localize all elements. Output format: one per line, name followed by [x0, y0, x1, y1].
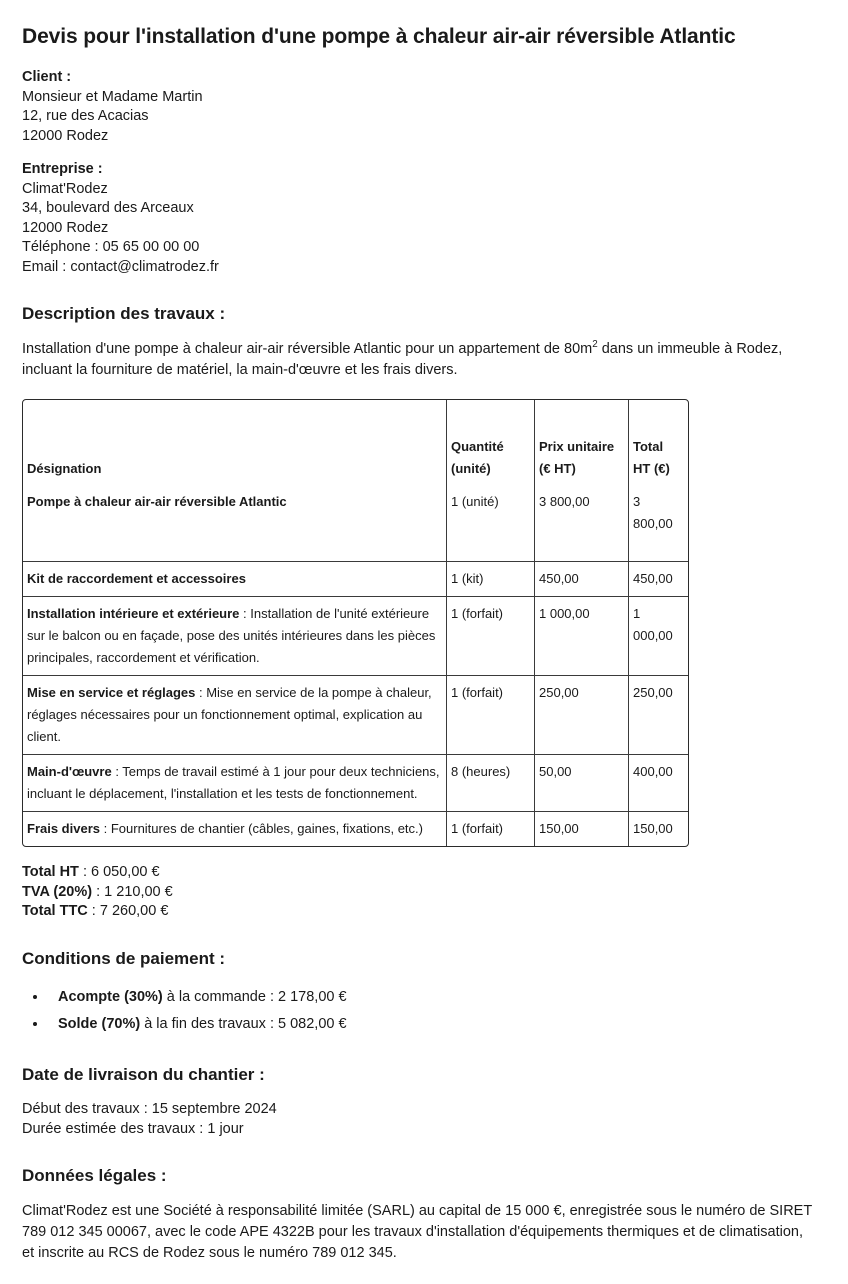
tva-value: : 1 210,00 € — [92, 883, 173, 900]
payment-conditions-list — [22, 984, 826, 1038]
delivery-block — [22, 1100, 826, 1139]
cell-total: 400,00 — [629, 755, 688, 812]
cell-quantity: 1 (forfait) — [447, 812, 535, 846]
client-block — [22, 68, 826, 146]
tva-row — [22, 883, 826, 903]
cell-designation — [23, 812, 447, 846]
company-phone: Téléphone : 05 65 00 00 00 — [22, 239, 200, 256]
table-header-row — [23, 400, 688, 485]
designation-lead: Pompe à chaleur air-air réversible Atlantic — [27, 494, 287, 510]
designation-detail: : Mise en service de la pompe à chaleur, réglages nécessaires pour un fonctionnement optimal, explication au client. — [27, 685, 432, 745]
company-email: Email : contact@climatrodez.fr — [22, 258, 219, 275]
cell-unit-price: 1 000,00 — [535, 597, 629, 676]
cell-designation — [23, 676, 447, 755]
legal-heading: Données légales : — [22, 1166, 167, 1186]
company-city: 12000 Rodez — [22, 219, 109, 236]
delivery-start: Début des travaux : 15 septembre 2024 — [22, 1101, 277, 1118]
cell-total: 1 000,00 — [629, 597, 688, 676]
total-ttc-label: Total TTC — [22, 903, 88, 920]
designation-lead: Installation intérieure et extérieure — [27, 606, 240, 622]
client-label: Client : — [22, 69, 72, 86]
payment-item-detail: à la commande : 2 178,00 € — [162, 988, 347, 1005]
company-block — [22, 160, 826, 277]
total-ttc-value: : 7 260,00 € — [87, 903, 169, 920]
designation-detail: : Installation de l'unité extérieure sur le balcon ou en façade, pose des unités intérieures dans les pièces principales, raccordement et vérification. — [27, 606, 436, 666]
cell-designation — [23, 597, 447, 676]
square-meter-superscript: 2 — [592, 339, 598, 351]
cell-designation — [23, 485, 447, 562]
table-row — [23, 812, 688, 846]
cell-quantity: 1 (unité) — [447, 485, 535, 562]
totals-block — [22, 863, 826, 922]
table-body — [23, 485, 688, 846]
delivery-heading: Date de livraison du chantier : — [22, 1064, 265, 1084]
table-row — [23, 485, 688, 562]
cell-unit-price: 150,00 — [535, 812, 629, 846]
tva-label: TVA (20%) — [22, 883, 93, 900]
delivery-duration: Durée estimée des travaux : 1 jour — [22, 1120, 244, 1137]
designation-lead: Frais divers — [27, 821, 100, 837]
total-ht-row — [22, 863, 826, 883]
header-quantity: Quantité (unité) — [447, 400, 535, 485]
cell-unit-price: 450,00 — [535, 562, 629, 597]
total-ht-label: Total HT — [22, 864, 79, 881]
payment-item-label: Solde (70%) — [58, 1015, 141, 1032]
payment-item-detail: à la fin des travaux : 5 082,00 € — [140, 1015, 347, 1032]
quote-table — [22, 399, 689, 847]
payment-heading: Conditions de paiement : — [22, 948, 226, 968]
cell-quantity: 8 (heures) — [447, 755, 535, 812]
client-name: Monsieur et Madame Martin — [22, 88, 203, 105]
cell-quantity: 1 (kit) — [447, 562, 535, 597]
company-label: Entreprise : — [22, 161, 103, 178]
legal-text: Climat'Rodez est une Société à responsabilité limitée (SARL) au capital de 15 000 €, enregistrée sous le numéro de SIRET 789 012 345 00067, avec le code APE 4322B pour les travaux d'installation d'équipements thermiques et de climatisation, et inscrite au RCS de Rodez sous le numéro 789 012 345. — [22, 1203, 812, 1262]
designation-lead: Mise en service et réglages — [27, 685, 196, 701]
cell-designation — [23, 562, 447, 597]
designation-lead: Main-d'œuvre — [27, 764, 112, 780]
total-ht-value: : 6 050,00 € — [78, 864, 160, 881]
cell-total: 250,00 — [629, 676, 688, 755]
table-row — [23, 755, 688, 812]
cell-quantity: 1 (forfait) — [447, 676, 535, 755]
cell-total: 450,00 — [629, 562, 688, 597]
cell-total: 150,00 — [633, 821, 673, 837]
header-designation: Désignation — [23, 400, 447, 485]
cell-quantity: 1 (forfait) — [447, 597, 535, 676]
payment-item-label: Acompte (30%) — [58, 988, 163, 1005]
client-street: 12, rue des Acacias — [22, 108, 149, 125]
designation-lead: Kit de raccordement et accessoires — [27, 571, 246, 587]
total-ttc-row — [22, 902, 826, 922]
header-total: Total HT (€) — [633, 439, 670, 477]
cell-unit-price: 3 800,00 — [535, 485, 629, 562]
company-street: 34, boulevard des Arceaux — [22, 200, 194, 217]
table-row — [23, 676, 688, 755]
table-row — [23, 597, 688, 676]
header-unit-price: Prix unitaire (€ HT) — [535, 400, 629, 485]
cell-total: 3 800,00 — [629, 485, 688, 562]
description-heading: Description des travaux : — [22, 304, 226, 324]
list-item — [48, 1011, 826, 1038]
page-title: Devis pour l'installation d'une pompe à chaleur air-air réversible Atlantic — [22, 25, 736, 48]
cell-unit-price: 50,00 — [535, 755, 629, 812]
table-row — [23, 562, 688, 597]
description-text-part1: Installation d'une pompe à chaleur air-air réversible Atlantic pour un appartement de 80m — [22, 341, 593, 358]
cell-unit-price: 250,00 — [535, 676, 629, 755]
description-text — [22, 339, 812, 381]
description-text-part2: dans un immeuble à Rodez, incluant la fourniture de matériel, la main-d'œuvre et les frais divers. — [22, 341, 783, 379]
designation-detail: : Fournitures de chantier (câbles, gaines, fixations, etc.) — [100, 821, 423, 837]
designation-detail: : Temps de travail estimé à 1 jour pour deux techniciens, incluant le déplacement, l'installation et les tests de fonctionnement. — [27, 764, 440, 802]
company-name: Climat'Rodez — [22, 180, 108, 197]
cell-designation — [23, 755, 447, 812]
list-item — [48, 984, 826, 1011]
client-city: 12000 Rodez — [22, 127, 109, 144]
